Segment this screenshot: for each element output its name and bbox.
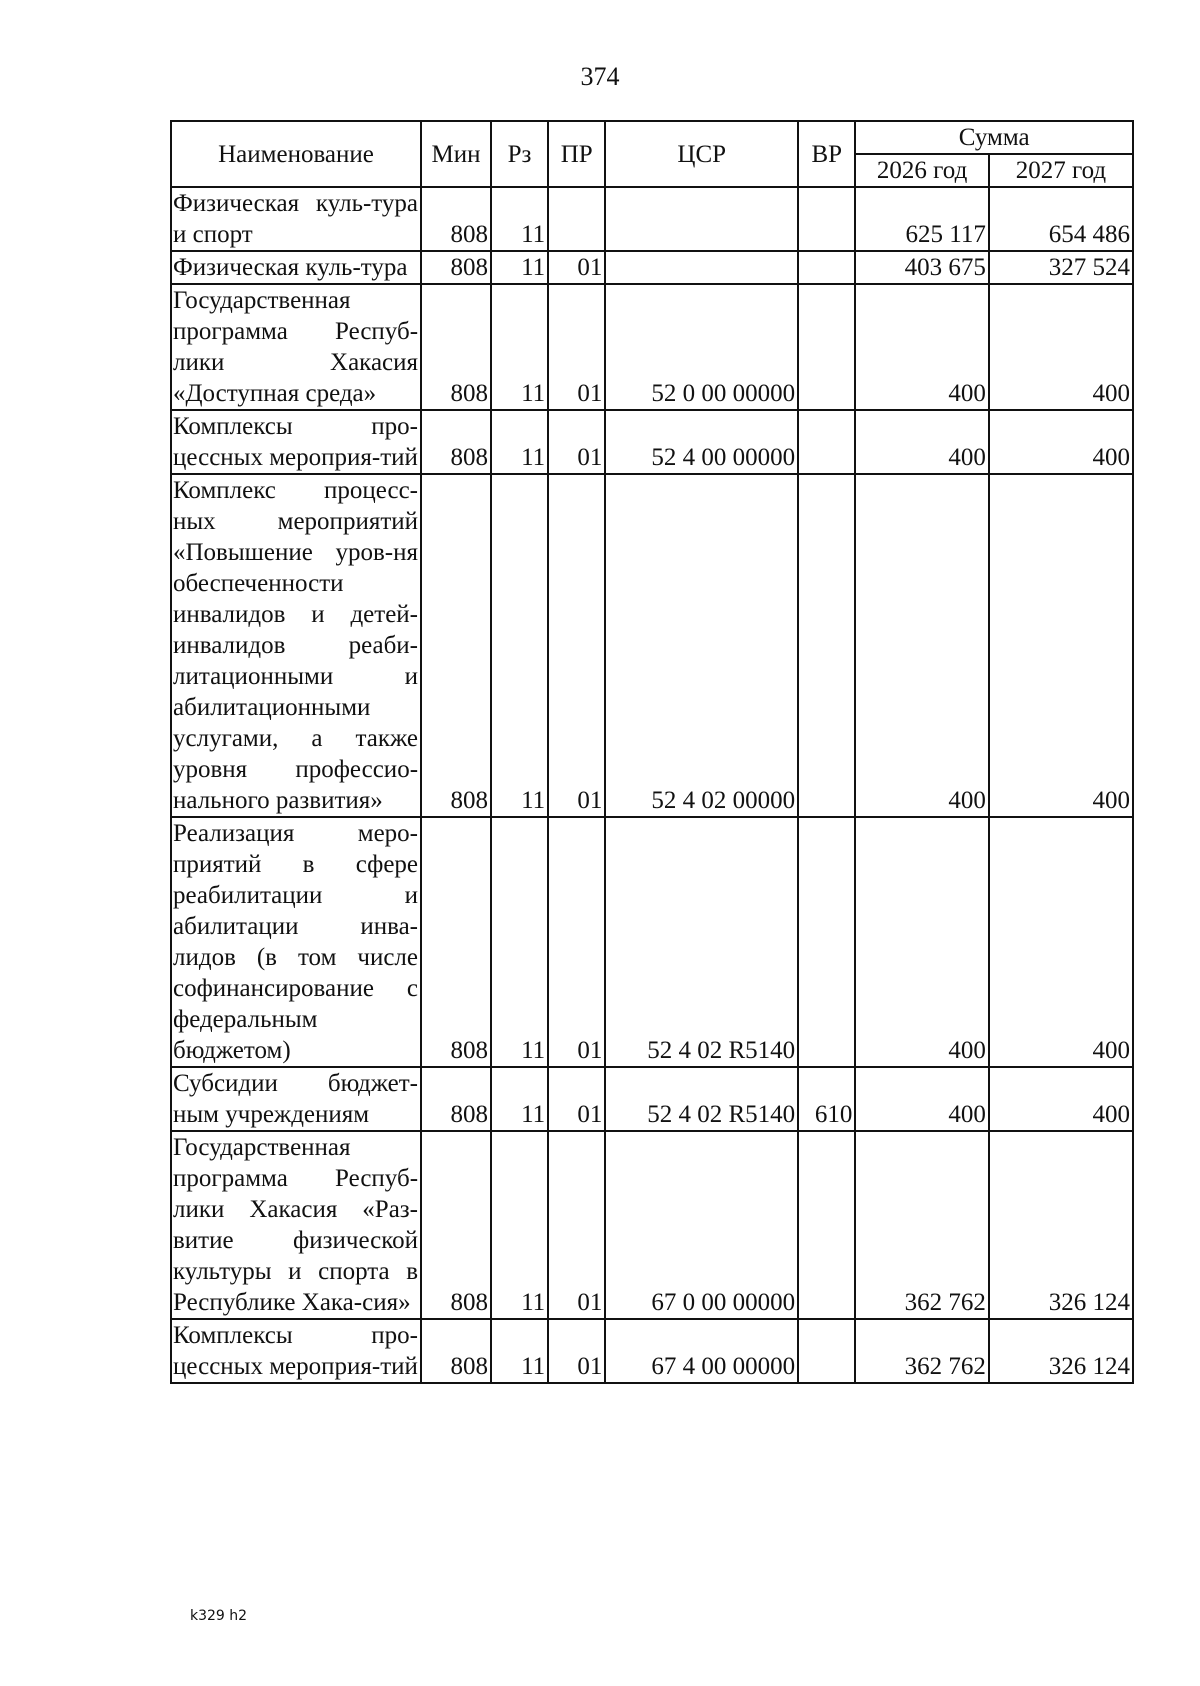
row-sum-2027: 326 124 <box>989 1319 1133 1383</box>
row-vr <box>798 817 855 1067</box>
row-vr: 610 <box>798 1067 855 1131</box>
row-min: 808 <box>421 251 491 284</box>
row-min: 808 <box>421 410 491 474</box>
row-name: Физическая куль-тура <box>171 251 421 284</box>
row-csr <box>605 251 798 284</box>
table-row <box>171 474 1133 817</box>
table-row <box>171 817 1133 1067</box>
row-name: Комплексы про-цессных мероприя-тий <box>171 1319 421 1383</box>
row-vr <box>798 187 855 251</box>
row-pr: 01 <box>548 474 605 817</box>
table-row <box>171 410 1133 474</box>
row-rz: 11 <box>491 187 548 251</box>
row-csr: 52 0 00 00000 <box>605 284 798 410</box>
row-rz: 11 <box>491 1067 548 1131</box>
header-pr: ПР <box>548 121 605 187</box>
row-vr <box>798 284 855 410</box>
row-vr <box>798 1131 855 1319</box>
row-sum-2026: 403 675 <box>855 251 988 284</box>
row-name: Государственная программа Респуб-лики Хакасия «Доступная среда» <box>171 284 421 410</box>
row-pr: 01 <box>548 817 605 1067</box>
row-sum-2026: 625 117 <box>855 187 988 251</box>
row-pr: 01 <box>548 1319 605 1383</box>
table-body <box>171 187 1133 1383</box>
row-sum-2026: 400 <box>855 284 988 410</box>
row-min: 808 <box>421 187 491 251</box>
row-sum-2026: 362 762 <box>855 1319 988 1383</box>
table-row <box>171 187 1133 251</box>
header-year-2026: 2026 год <box>855 154 988 187</box>
row-rz: 11 <box>491 251 548 284</box>
row-sum-2027: 654 486 <box>989 187 1133 251</box>
row-pr: 01 <box>548 1067 605 1131</box>
table-row <box>171 1131 1133 1319</box>
header-sum: Сумма <box>855 121 1133 154</box>
row-name: Субсидии бюджет-ным учреждениям <box>171 1067 421 1131</box>
row-min: 808 <box>421 284 491 410</box>
row-sum-2026: 400 <box>855 1067 988 1131</box>
row-min: 808 <box>421 817 491 1067</box>
row-csr: 52 4 02 R5140 <box>605 817 798 1067</box>
row-rz: 11 <box>491 474 548 817</box>
row-min: 808 <box>421 1067 491 1131</box>
row-pr: 01 <box>548 284 605 410</box>
budget-table <box>170 120 1134 1384</box>
table-row <box>171 284 1133 410</box>
header-row <box>171 121 1133 154</box>
row-csr: 52 4 00 00000 <box>605 410 798 474</box>
row-name: Физическая куль-тура и спорт <box>171 187 421 251</box>
row-vr <box>798 474 855 817</box>
row-csr <box>605 187 798 251</box>
row-rz: 11 <box>491 1131 548 1319</box>
row-csr: 52 4 02 R5140 <box>605 1067 798 1131</box>
header-csr: ЦСР <box>605 121 798 187</box>
row-name: Государственная программа Респуб-лики Хакасия «Раз-витие физической культуры и спорта в Республике Хака-сия» <box>171 1131 421 1319</box>
table-row <box>171 251 1133 284</box>
row-name: Комплексы про-цессных мероприя-тий <box>171 410 421 474</box>
row-vr <box>798 1319 855 1383</box>
row-pr: 01 <box>548 410 605 474</box>
row-csr: 67 4 00 00000 <box>605 1319 798 1383</box>
row-rz: 11 <box>491 410 548 474</box>
table-row <box>171 1319 1133 1383</box>
row-name: Комплекс процесс-ных мероприятий «Повышение уров-ня обеспеченности инвалидов и детей-инвалидов реаби-литационными и абилитационными услугами, а также уровня профессио-нального развития» <box>171 474 421 817</box>
row-sum-2026: 362 762 <box>855 1131 988 1319</box>
footer-code: k329 h2 <box>190 1608 248 1624</box>
row-sum-2026: 400 <box>855 474 988 817</box>
row-rz: 11 <box>491 284 548 410</box>
row-csr: 67 0 00 00000 <box>605 1131 798 1319</box>
row-sum-2027: 400 <box>989 474 1133 817</box>
header-name: Наименование <box>171 121 421 187</box>
header-year-2027: 2027 год <box>989 154 1133 187</box>
row-sum-2026: 400 <box>855 410 988 474</box>
table-row <box>171 1067 1133 1131</box>
row-sum-2027: 400 <box>989 817 1133 1067</box>
row-rz: 11 <box>491 1319 548 1383</box>
header-min: Мин <box>421 121 491 187</box>
row-csr: 52 4 02 00000 <box>605 474 798 817</box>
row-rz: 11 <box>491 817 548 1067</box>
row-sum-2026: 400 <box>855 817 988 1067</box>
row-vr <box>798 251 855 284</box>
row-sum-2027: 400 <box>989 284 1133 410</box>
row-sum-2027: 326 124 <box>989 1131 1133 1319</box>
header-rz: Рз <box>491 121 548 187</box>
row-sum-2027: 327 524 <box>989 251 1133 284</box>
row-sum-2027: 400 <box>989 410 1133 474</box>
row-vr <box>798 410 855 474</box>
header-vr: ВР <box>798 121 855 187</box>
row-pr: 01 <box>548 1131 605 1319</box>
row-sum-2027: 400 <box>989 1067 1133 1131</box>
row-min: 808 <box>421 474 491 817</box>
row-name: Реализация меро-приятий в сфере реабилитации и абилитации инва-лидов (в том числе софинансирование с федеральным бюджетом) <box>171 817 421 1067</box>
page-number: 374 <box>580 62 620 91</box>
row-pr: 01 <box>548 251 605 284</box>
row-min: 808 <box>421 1131 491 1319</box>
row-pr <box>548 187 605 251</box>
row-min: 808 <box>421 1319 491 1383</box>
